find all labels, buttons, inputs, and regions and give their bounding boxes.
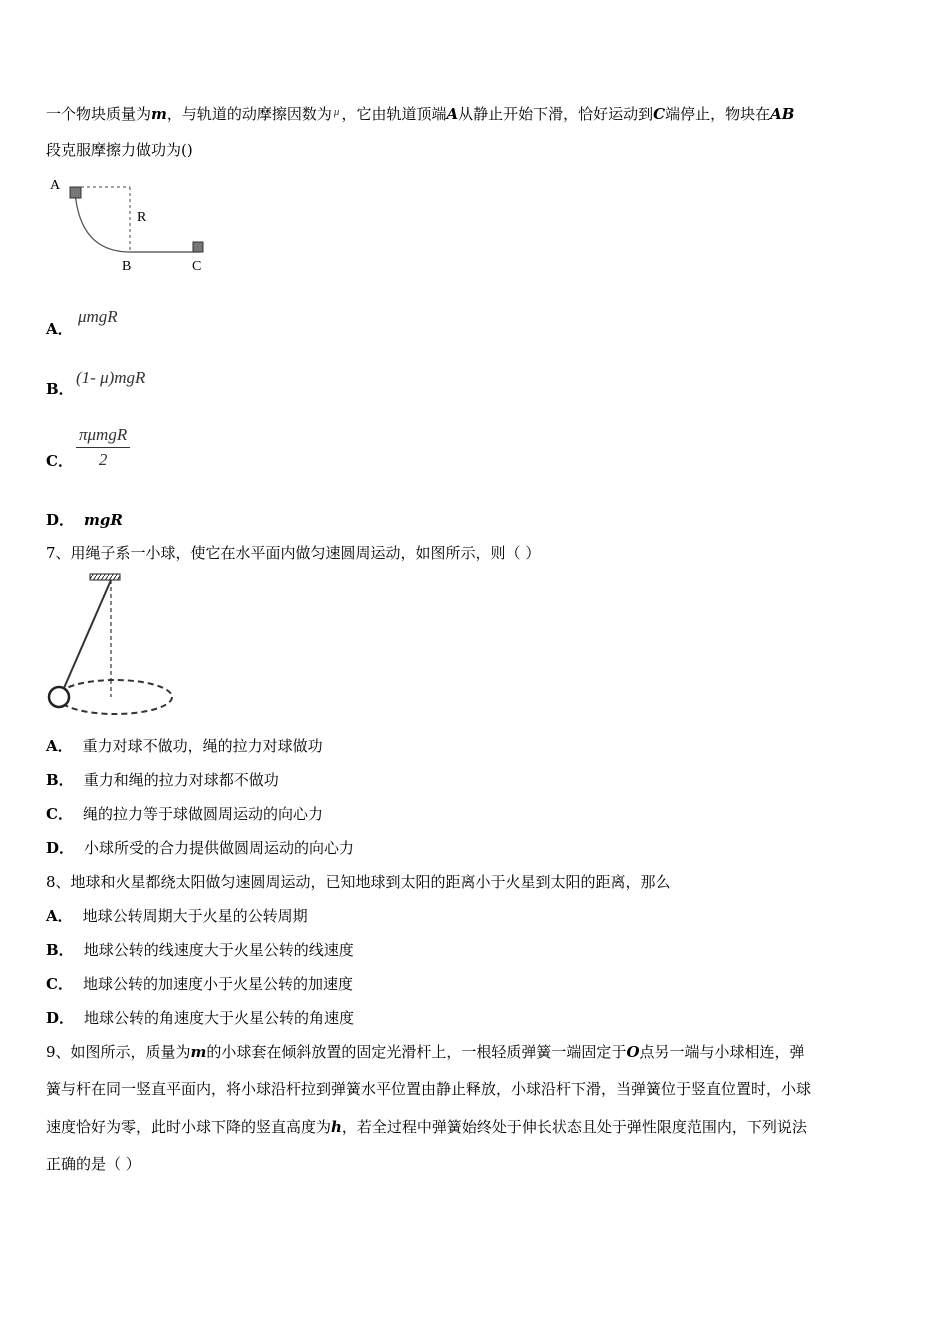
q9-stem-text: 点另一端与小球相连，弹	[639, 1043, 805, 1061]
q7-stem	[46, 543, 540, 563]
q9-stem-line2	[46, 1079, 811, 1099]
q6-option-a-text: μmgR	[78, 307, 118, 326]
q6-option-c-numerator: πμmgR	[76, 425, 130, 448]
q9-var-h: h	[331, 1118, 342, 1136]
q8-option-d	[46, 1008, 354, 1028]
q8-option-b-label: B．	[46, 941, 74, 959]
q8-option-d-label: D．	[46, 1009, 75, 1027]
q6-option-d-label: D．	[46, 511, 75, 529]
q7-option-b-text: 重力和绳的拉力对球都不做功	[83, 771, 279, 789]
q9-var-O: O	[626, 1043, 640, 1061]
q7-option-b-label: B．	[46, 771, 74, 789]
q6-stem-text: ，它由轨道顶端	[341, 105, 447, 123]
q7-option-c	[46, 804, 323, 824]
q6-block-at-C	[193, 242, 203, 252]
q6-stem-line1	[46, 102, 794, 124]
q6-stem-line2	[46, 140, 193, 160]
q7-option-d	[46, 838, 354, 858]
q8-option-a-label: A．	[46, 907, 73, 925]
q9-stem-line3	[46, 1117, 807, 1137]
q7-rope	[64, 580, 111, 688]
q6-option-b-label: B．	[46, 380, 74, 398]
q6-stem-text: 从静止开始下滑，恰好运动到	[458, 105, 654, 123]
q7-stem-text: 7、用绳子系一小球，使它在水平面内做匀速圆周运动，如图所示，则（ ）	[46, 544, 541, 562]
q7-option-a-label: A．	[46, 737, 73, 755]
q8-option-b	[46, 940, 354, 960]
q6-option-c-fraction	[76, 425, 130, 470]
q9-var-m: m	[190, 1043, 207, 1061]
q6-stem-text: 一个物块质量为	[46, 105, 152, 123]
q6-option-b-text: (1- μ)mgR	[76, 368, 146, 387]
q8-option-c	[46, 974, 353, 994]
q6-option-d	[46, 510, 123, 530]
q9-stem-text: 速度恰好为零，此时小球下降的竖直高度为	[46, 1118, 332, 1136]
q6-var-AB: AB	[770, 105, 795, 123]
q6-stem-text: 段克服摩擦力做功为()	[46, 141, 193, 159]
q8-option-c-text: 地球公转的加速度小于火星公转的加速度	[82, 975, 353, 993]
q6-label-R: R	[137, 210, 147, 225]
q8-option-a-text: 地球公转周期大于火星的公转周期	[82, 907, 308, 925]
q6-var-mu: μ	[333, 106, 340, 118]
q9-stem-text: 的小球套在倾斜放置的固定光滑杆上，一根轻质弹簧一端固定于	[206, 1043, 627, 1061]
q6-option-a-formula	[78, 307, 118, 327]
q9-stem-line1	[46, 1042, 805, 1062]
q6-label-C: C	[192, 259, 202, 274]
q8-option-a	[46, 906, 308, 926]
q6-option-d-text: mgR	[84, 511, 123, 529]
q6-block-at-A	[70, 187, 81, 198]
q6-stem-text: 端停止，物块在	[665, 105, 771, 123]
q6-option-c-label: C．	[46, 452, 73, 470]
q9-stem-text: 正确的是（ ）	[46, 1155, 141, 1173]
q6-var-C: C	[653, 105, 666, 123]
q8-option-d-text: 地球公转的角速度大于火星公转的角速度	[84, 1009, 355, 1027]
q9-stem-text: ，若全过程中弹簧始终处于伸长状态且处于弹性限度范围内，下列说法	[341, 1118, 807, 1136]
q8-option-b-text: 地球公转的线速度大于火星公转的线速度	[83, 941, 354, 959]
q7-conical-pendulum-figure	[44, 570, 178, 720]
q7-circular-path	[58, 680, 172, 714]
q6-quarter-arc	[75, 192, 130, 252]
q6-track-figure	[44, 172, 214, 276]
q9-stem-text: 9、如图所示，质量为	[46, 1043, 191, 1061]
q7-ball	[49, 687, 69, 707]
q6-option-c-denominator: 2	[98, 450, 108, 469]
q6-label-A: A	[50, 178, 61, 193]
q6-var-A: A	[446, 105, 459, 123]
q9-stem-text: 簧与杆在同一竖直平面内，将小球沿杆拉到弹簧水平位置由静止释放，小球沿杆下滑，当弹簧位于竖直位置时，小球	[46, 1080, 812, 1098]
q7-option-b	[46, 770, 279, 790]
q6-stem-text: ，与轨道的动摩擦因数为	[166, 105, 332, 123]
q6-option-a-label: A．	[46, 320, 73, 338]
q8-option-c-label: C．	[46, 975, 73, 993]
q8-stem-text: 8、地球和火星都绕太阳做匀速圆周运动，已知地球到太阳的距离小于火星到太阳的距离，那么	[46, 873, 671, 891]
q8-stem	[46, 872, 671, 892]
q7-option-a	[46, 736, 323, 756]
q6-label-B: B	[122, 259, 132, 274]
q7-ceiling-support	[90, 574, 120, 580]
q7-option-d-text: 小球所受的合力提供做圆周运动的向心力	[84, 839, 355, 857]
q7-option-c-label: C．	[46, 805, 73, 823]
q9-stem-line4	[46, 1154, 141, 1174]
q7-option-a-text: 重力对球不做功，绳的拉力对球做功	[82, 737, 323, 755]
q7-option-c-text: 绳的拉力等于球做圆周运动的向心力	[82, 805, 323, 823]
q6-option-b-formula	[76, 368, 145, 388]
q7-option-d-label: D．	[46, 839, 75, 857]
q6-var-m: m	[151, 105, 167, 123]
